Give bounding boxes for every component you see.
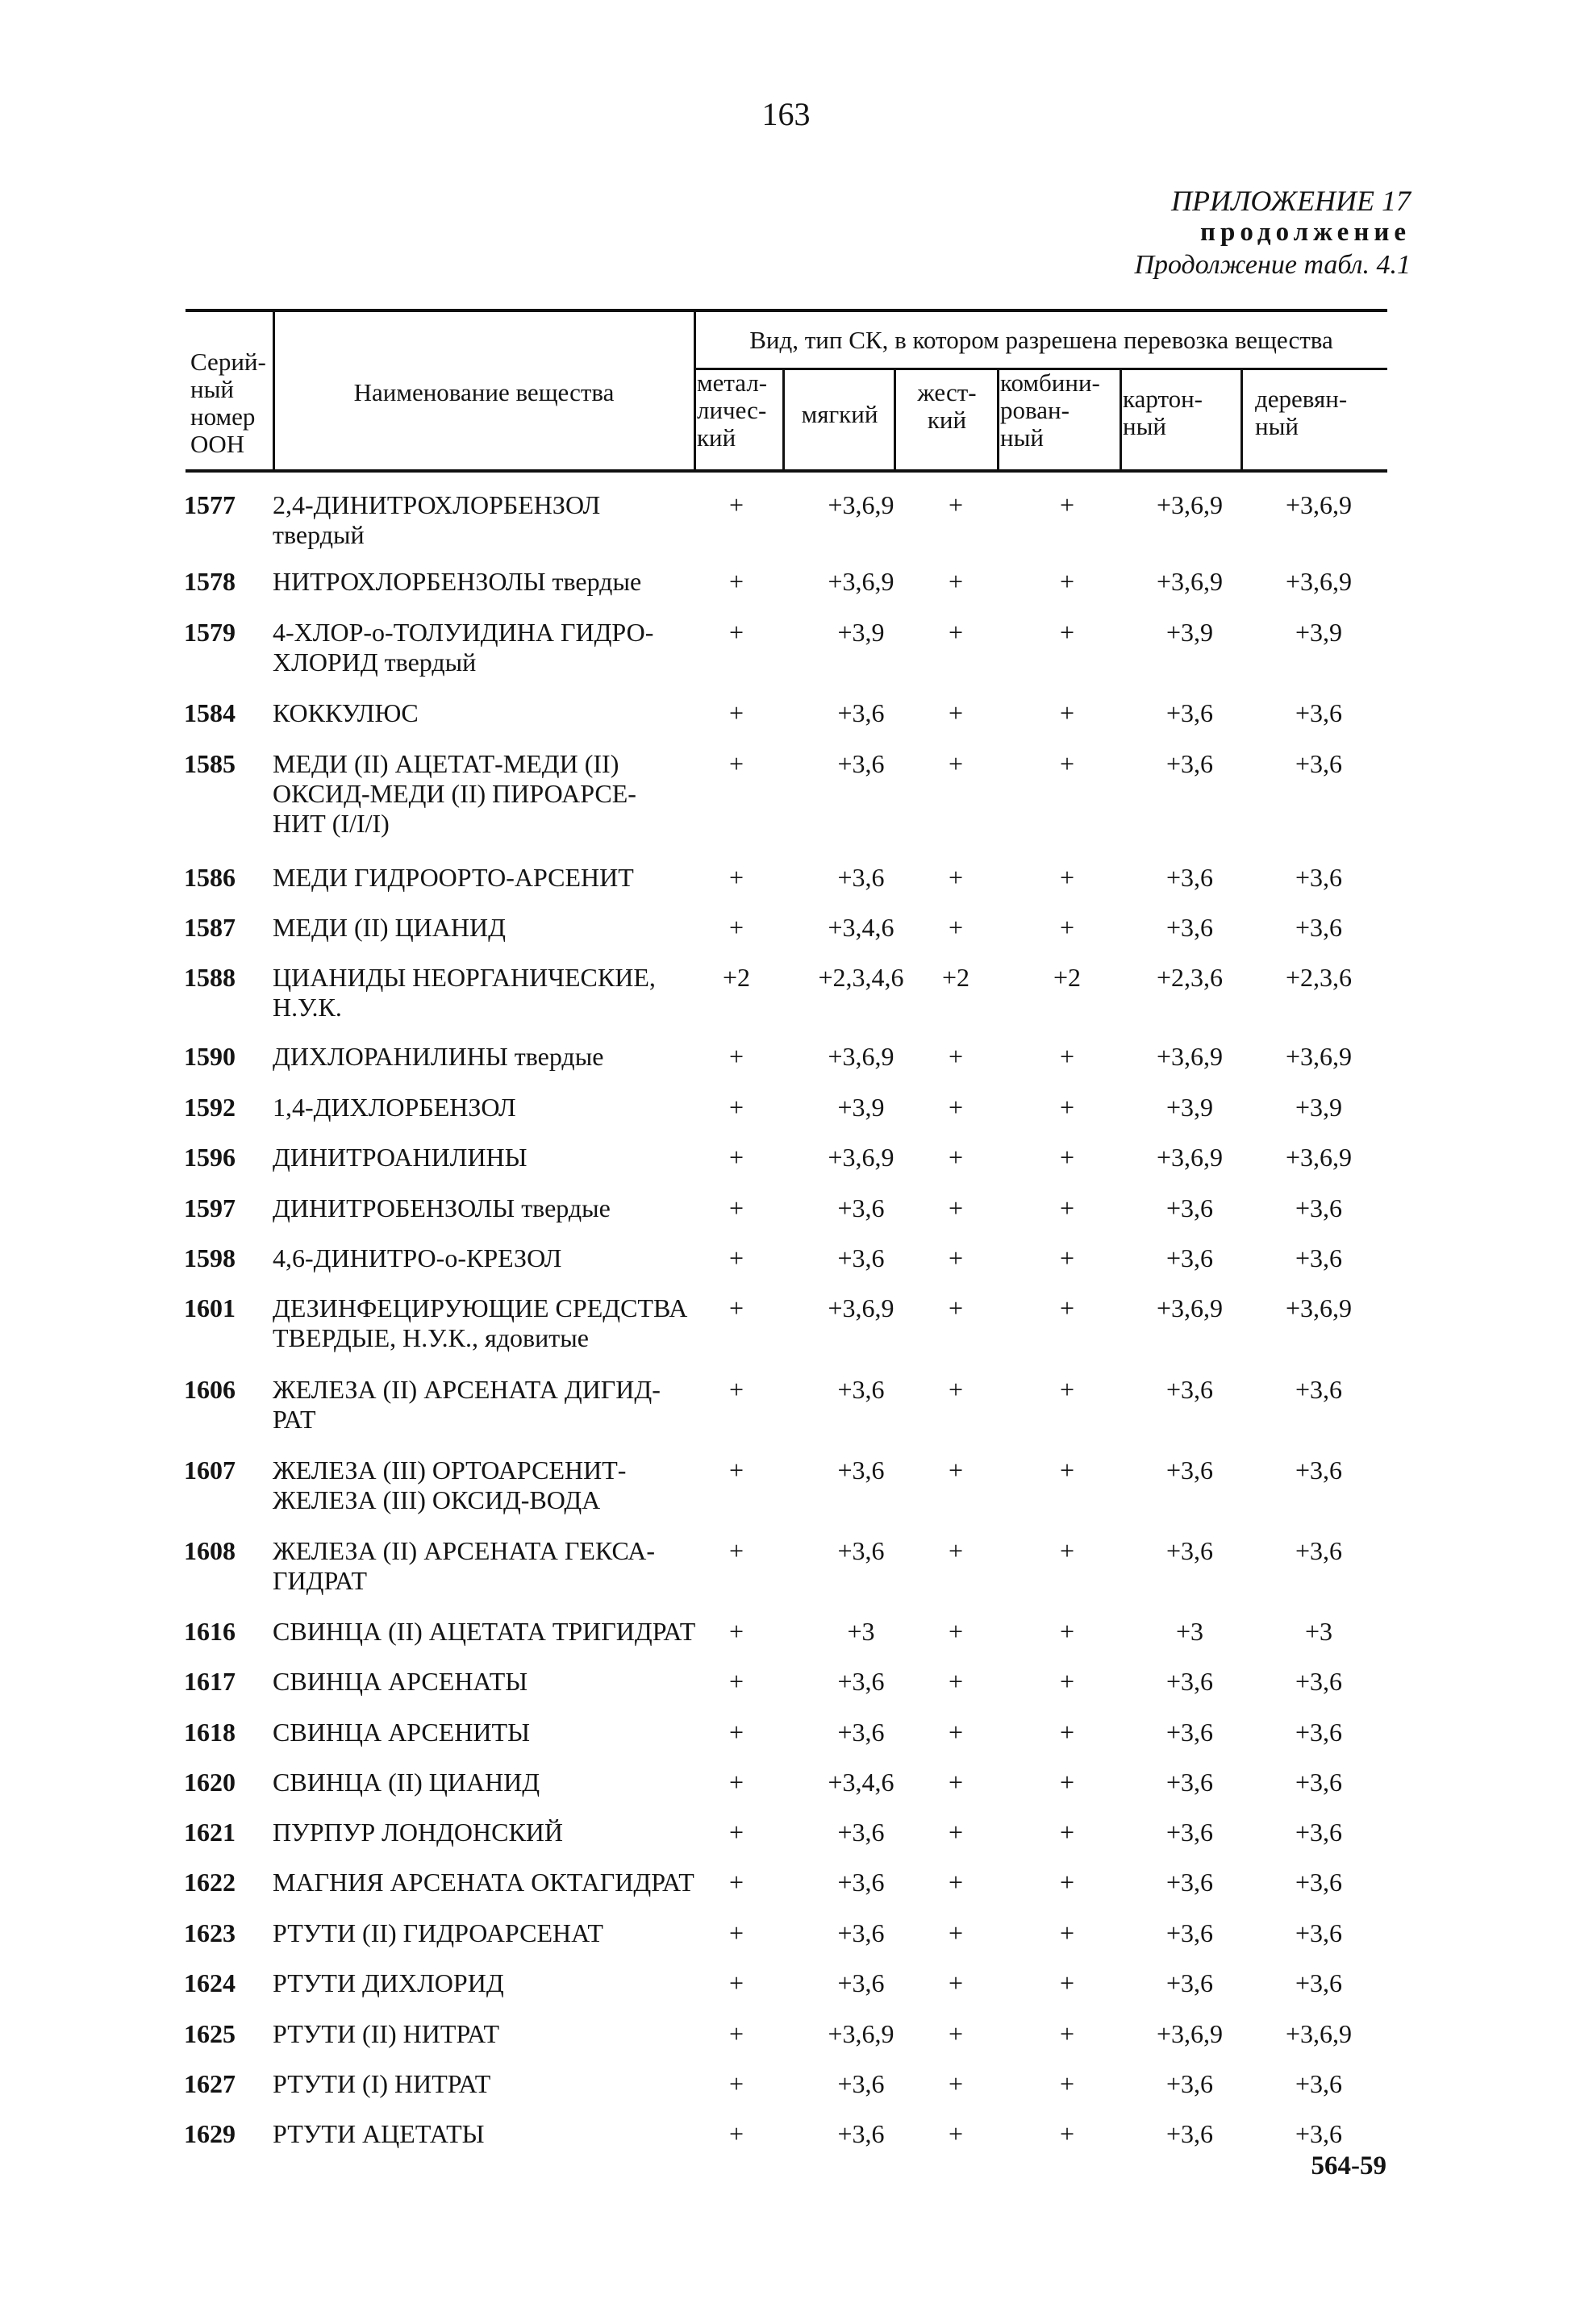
cell-rigid: + — [948, 913, 964, 942]
cell-cardboard: +3,6 — [1165, 1818, 1214, 1847]
cell-cardboard: +3,6,9 — [1156, 567, 1224, 596]
cell-soft: +3,6 — [837, 1536, 885, 1565]
cell-wooden: +3,6,9 — [1285, 1042, 1353, 1071]
cell-cardboard: +3,6 — [1165, 1768, 1214, 1797]
header-col-cardboard: картон- ный — [1123, 385, 1203, 440]
cell-combined: + — [1059, 490, 1075, 519]
appendix-continuation: продолжение — [1199, 218, 1411, 247]
cell-rigid: + — [948, 1536, 964, 1565]
cell-cardboard: +3,6 — [1165, 1375, 1214, 1404]
cell-metallic: + — [728, 2019, 744, 2048]
cell-soft: +3,6 — [837, 2119, 885, 2148]
cell-wooden: +3,6 — [1295, 1375, 1343, 1404]
cell-wooden: +3,9 — [1295, 1093, 1343, 1122]
cell-wooden: +3,6 — [1295, 863, 1343, 892]
serial-number: 1577 — [184, 490, 236, 519]
serial-number: 1590 — [184, 1042, 236, 1071]
serial-number: 1618 — [184, 1718, 236, 1747]
cell-metallic: + — [728, 863, 744, 892]
serial-number: 1623 — [184, 1918, 236, 1947]
cell-combined: + — [1059, 2119, 1075, 2148]
header-divider — [997, 369, 999, 470]
cell-metallic: + — [728, 567, 744, 596]
substance-name: ЖЕЛЕЗА (II) АРСЕНАТА ДИГИД- РАТ — [273, 1375, 661, 1434]
cell-metallic: + — [728, 1868, 744, 1897]
cell-rigid: + — [948, 749, 964, 778]
substance-name: РТУТИ ДИХЛОРИД — [273, 1968, 504, 1997]
cell-wooden: +3,9 — [1295, 618, 1343, 647]
cell-soft: +3,6 — [837, 2069, 885, 2098]
substance-name: ДЕЗИНФЕЦИРУЮЩИЕ СРЕДСТВА ТВЕРДЫЕ, Н.У.К., ядовитые — [273, 1293, 688, 1352]
cell-soft: +3,4,6 — [828, 913, 894, 942]
header-col-rigid: жест- кий — [917, 378, 977, 434]
cell-wooden: +3,6 — [1295, 1918, 1343, 1947]
header-divider — [1241, 369, 1243, 470]
cell-soft: +3,6 — [837, 1968, 885, 1997]
substance-name: МЕДИ (II) АЦЕТАТ-МЕДИ (II) ОКСИД-МЕДИ (II) ПИРОАРСЕ- НИТ (I/I/I) — [273, 749, 636, 838]
header-name: Наименование вещества — [353, 378, 615, 406]
cell-cardboard: +3,6,9 — [1156, 490, 1224, 519]
cell-combined: + — [1059, 1143, 1075, 1172]
cell-soft: +3,6 — [837, 1375, 885, 1404]
cell-soft: +3,6,9 — [828, 490, 894, 519]
serial-number: 1620 — [184, 1768, 236, 1797]
cell-metallic: + — [728, 2069, 744, 2098]
substance-name: МАГНИЯ АРСЕНАТА ОКТАГИДРАТ — [273, 1868, 694, 1897]
cell-rigid: + — [948, 1868, 964, 1897]
substance-name: КОККУЛЮС — [273, 698, 419, 727]
cell-cardboard: +3,6 — [1165, 2069, 1214, 2098]
cell-metallic: +2 — [722, 963, 751, 992]
substance-name: ДИНИТРОБЕНЗОЛЫ твердые — [273, 1193, 611, 1222]
cell-wooden: +3,6,9 — [1285, 1143, 1353, 1172]
cell-cardboard: +3,6 — [1165, 1456, 1214, 1485]
cell-wooden: +3,6 — [1295, 1243, 1343, 1272]
serial-number: 1629 — [184, 2119, 236, 2148]
cell-wooden: +3,6 — [1295, 1868, 1343, 1897]
cell-rigid: + — [948, 1818, 964, 1847]
cell-rigid: + — [948, 2069, 964, 2098]
serial-number: 1588 — [184, 963, 236, 992]
serial-number: 1616 — [184, 1617, 236, 1646]
cell-soft: +3,6,9 — [828, 567, 894, 596]
cell-rigid: + — [948, 1293, 964, 1322]
cell-cardboard: +3,6 — [1165, 1718, 1214, 1747]
cell-combined: + — [1059, 1918, 1075, 1947]
cell-soft: +3,6 — [837, 1243, 885, 1272]
cell-combined: + — [1059, 1536, 1075, 1565]
serial-number: 1584 — [184, 698, 236, 727]
cell-metallic: + — [728, 1143, 744, 1172]
cell-metallic: + — [728, 1375, 744, 1404]
cell-rigid: + — [948, 1042, 964, 1071]
cell-cardboard: +3,6 — [1165, 698, 1214, 727]
cell-cardboard: +3,6 — [1165, 1536, 1214, 1565]
cell-rigid: + — [948, 1667, 964, 1696]
cell-soft: +3,6 — [837, 1918, 885, 1947]
cell-cardboard: +3,6 — [1165, 863, 1214, 892]
serial-number: 1578 — [184, 567, 236, 596]
cell-soft: +3,6 — [837, 1818, 885, 1847]
substance-name: РТУТИ (II) НИТРАТ — [273, 2019, 499, 2048]
cell-combined: + — [1059, 1667, 1075, 1696]
serial-number: 1617 — [184, 1667, 236, 1696]
substance-name: 2,4-ДИНИТРОХЛОРБЕНЗОЛ твердый — [273, 490, 601, 549]
cell-rigid: + — [948, 1456, 964, 1485]
cell-rigid: + — [948, 1918, 964, 1947]
cell-wooden: +3,6 — [1295, 1667, 1343, 1696]
cell-combined: + — [1059, 1818, 1075, 1847]
serial-number: 1596 — [184, 1143, 236, 1172]
cell-rigid: + — [948, 1143, 964, 1172]
cell-combined: + — [1059, 1718, 1075, 1747]
cell-metallic: + — [728, 1718, 744, 1747]
cell-wooden: +3,6 — [1295, 2069, 1343, 2098]
cell-metallic: + — [728, 1536, 744, 1565]
cell-soft: +3,6,9 — [828, 1042, 894, 1071]
cell-cardboard: +3,6 — [1165, 1968, 1214, 1997]
cell-combined: + — [1059, 913, 1075, 942]
serial-number: 1586 — [184, 863, 236, 892]
cell-metallic: + — [728, 1667, 744, 1696]
cell-combined: + — [1059, 567, 1075, 596]
substance-name: 4,6-ДИНИТРО-о-КРЕЗОЛ — [273, 1243, 562, 1272]
cell-metallic: + — [728, 490, 744, 519]
serial-number: 1625 — [184, 2019, 236, 2048]
cell-metallic: + — [728, 698, 744, 727]
serial-number: 1585 — [184, 749, 236, 778]
header-serial: Серий- ный номер ООН — [190, 348, 266, 458]
cell-cardboard: +3,6 — [1165, 913, 1214, 942]
cell-metallic: + — [728, 1243, 744, 1272]
serial-number: 1598 — [184, 1243, 236, 1272]
cell-metallic: + — [728, 1093, 744, 1122]
cell-metallic: + — [728, 1918, 744, 1947]
header-col-soft: мягкий — [801, 400, 878, 428]
substance-name: СВИНЦА АРСЕНАТЫ — [273, 1667, 528, 1696]
cell-combined: + — [1059, 1617, 1075, 1646]
cell-rigid: + — [948, 1243, 964, 1272]
cell-wooden: +3,6 — [1295, 1768, 1343, 1797]
cell-combined: + — [1059, 749, 1075, 778]
cell-rigid: +2 — [941, 963, 970, 992]
cell-cardboard: +3 — [1175, 1617, 1204, 1646]
cell-wooden: +3,6,9 — [1285, 2019, 1353, 2048]
cell-rigid: + — [948, 1093, 964, 1122]
cell-combined: + — [1059, 2069, 1075, 2098]
cell-wooden: +3 — [1304, 1617, 1333, 1646]
cell-soft: +3,4,6 — [828, 1768, 894, 1797]
substance-name: СВИНЦА АРСЕНИТЫ — [273, 1718, 530, 1747]
cell-rigid: + — [948, 698, 964, 727]
cell-wooden: +3,6 — [1295, 1193, 1343, 1222]
cell-wooden: +3,6,9 — [1285, 490, 1353, 519]
cell-metallic: + — [728, 1968, 744, 1997]
cell-rigid: + — [948, 1193, 964, 1222]
cell-combined: + — [1059, 1768, 1075, 1797]
header-col-combined: комбини- рован- ный — [1000, 369, 1100, 452]
substance-name: МЕДИ ГИДРООРТО-АРСЕНИТ — [273, 863, 634, 892]
cell-combined: + — [1059, 1093, 1075, 1122]
substance-name: ЖЕЛЕЗА (III) ОРТОАРСЕНИТ- ЖЕЛЕЗА (III) ОКСИД-ВОДА — [273, 1456, 627, 1514]
cell-cardboard: +3,6 — [1165, 1868, 1214, 1897]
cell-wooden: +3,6 — [1295, 1968, 1343, 1997]
cell-cardboard: +3,6,9 — [1156, 1293, 1224, 1322]
cell-soft: +2,3,4,6 — [818, 963, 904, 992]
header-divider — [782, 369, 785, 470]
cell-combined: + — [1059, 1456, 1075, 1485]
substance-name: 4-ХЛОР-о-ТОЛУИДИНА ГИДРО- ХЛОРИД твердый — [273, 618, 654, 677]
cell-wooden: +3,6 — [1295, 1718, 1343, 1747]
substance-name: МЕДИ (II) ЦИАНИД — [273, 913, 506, 942]
cell-wooden: +3,6,9 — [1285, 1293, 1353, 1322]
page-number: 163 — [761, 96, 811, 132]
cell-cardboard: +3,6 — [1165, 749, 1214, 778]
cell-metallic: + — [728, 1617, 744, 1646]
header-col-metallic: метал- личес- кий — [697, 369, 768, 452]
cell-metallic: + — [728, 1042, 744, 1071]
substance-name: ДИХЛОРАНИЛИНЫ твердые — [273, 1042, 604, 1071]
serial-number: 1607 — [184, 1456, 236, 1485]
cell-cardboard: +3,6 — [1165, 2119, 1214, 2148]
header-divider — [1120, 369, 1122, 470]
cell-soft: +3,6 — [837, 1667, 885, 1696]
cell-combined: + — [1059, 618, 1075, 647]
substance-name: РТУТИ (II) ГИДРОАРСЕНАТ — [273, 1918, 603, 1947]
substance-name: СВИНЦА (II) ЦИАНИД — [273, 1768, 540, 1797]
cell-metallic: + — [728, 1293, 744, 1322]
serial-number: 1608 — [184, 1536, 236, 1565]
substance-name: 1,4-ДИХЛОРБЕНЗОЛ — [273, 1093, 516, 1122]
cell-wooden: +3,6 — [1295, 913, 1343, 942]
cell-rigid: + — [948, 2019, 964, 2048]
cell-cardboard: +3,6 — [1165, 1667, 1214, 1696]
cell-rigid: + — [948, 490, 964, 519]
cell-metallic: + — [728, 1193, 744, 1222]
cell-rigid: + — [948, 1768, 964, 1797]
cell-cardboard: +3,6,9 — [1156, 1042, 1224, 1071]
cell-combined: + — [1059, 1293, 1075, 1322]
header-bottom-rule — [186, 469, 1387, 473]
cell-wooden: +3,6 — [1295, 1818, 1343, 1847]
cell-soft: +3,6,9 — [828, 1143, 894, 1172]
cell-metallic: + — [728, 913, 744, 942]
header-divider — [894, 369, 896, 470]
table-top-rule — [186, 309, 1387, 312]
cell-rigid: + — [948, 618, 964, 647]
serial-number: 1597 — [184, 1193, 236, 1222]
cell-wooden: +3,6,9 — [1285, 567, 1353, 596]
cell-metallic: + — [728, 1768, 744, 1797]
cell-cardboard: +3,6,9 — [1156, 1143, 1224, 1172]
cell-soft: +3,6,9 — [828, 2019, 894, 2048]
cell-metallic: + — [728, 749, 744, 778]
cell-rigid: + — [948, 567, 964, 596]
cell-metallic: + — [728, 1456, 744, 1485]
cell-rigid: + — [948, 1718, 964, 1747]
cell-soft: +3,6 — [837, 749, 885, 778]
cell-soft: +3,6 — [837, 1868, 885, 1897]
cell-soft: +3,6 — [837, 698, 885, 727]
cell-combined: + — [1059, 1968, 1075, 1997]
substance-name: ЖЕЛЕЗА (II) АРСЕНАТА ГЕКСА- ГИДРАТ — [273, 1536, 655, 1595]
cell-rigid: + — [948, 1968, 964, 1997]
cell-wooden: +3,6 — [1295, 749, 1343, 778]
cell-combined: + — [1059, 1243, 1075, 1272]
substance-name: ПУРПУР ЛОНДОНСКИЙ — [273, 1818, 563, 1847]
cell-rigid: + — [948, 1617, 964, 1646]
cell-rigid: + — [948, 1375, 964, 1404]
cell-cardboard: +2,3,6 — [1156, 963, 1224, 992]
serial-number: 1622 — [184, 1868, 236, 1897]
substance-name: ЦИАНИДЫ НЕОРГАНИЧЕСКИЕ, Н.У.К. — [273, 963, 656, 1022]
serial-number: 1601 — [184, 1293, 236, 1322]
cell-wooden: +3,6 — [1295, 698, 1343, 727]
cell-soft: +3 — [847, 1617, 875, 1646]
substance-name: СВИНЦА (II) АЦЕТАТА ТРИГИДРАТ — [273, 1617, 696, 1646]
substance-name: ДИНИТРОАНИЛИНЫ — [273, 1143, 527, 1172]
header-group: Вид, тип СК, в котором разрешена перевозка вещества — [749, 326, 1333, 354]
cell-wooden: +3,6 — [1295, 1536, 1343, 1565]
substance-name: РТУТИ АЦЕТАТЫ — [273, 2119, 485, 2148]
cell-cardboard: +3,6 — [1165, 1193, 1214, 1222]
serial-number: 1606 — [184, 1375, 236, 1404]
serial-number: 1587 — [184, 913, 236, 942]
cell-metallic: + — [728, 618, 744, 647]
cell-combined: + — [1059, 863, 1075, 892]
cell-cardboard: +3,6,9 — [1156, 2019, 1224, 2048]
cell-soft: +3,6 — [837, 1718, 885, 1747]
footer-code: 564-59 — [1311, 2151, 1386, 2180]
cell-wooden: +3,6 — [1295, 1456, 1343, 1485]
cell-combined: + — [1059, 2019, 1075, 2048]
cell-combined: + — [1059, 1375, 1075, 1404]
cell-soft: +3,6 — [837, 863, 885, 892]
cell-soft: +3,6 — [837, 1193, 885, 1222]
serial-number: 1579 — [184, 618, 236, 647]
serial-number: 1624 — [184, 1968, 236, 1997]
substance-name: РТУТИ (I) НИТРАТ — [273, 2069, 491, 2098]
cell-cardboard: +3,6 — [1165, 1918, 1214, 1947]
serial-number: 1627 — [184, 2069, 236, 2098]
cell-rigid: + — [948, 863, 964, 892]
cell-rigid: + — [948, 2119, 964, 2148]
cell-soft: +3,6 — [837, 1456, 885, 1485]
serial-number: 1592 — [184, 1093, 236, 1122]
cell-soft: +3,6,9 — [828, 1293, 894, 1322]
cell-combined: + — [1059, 1868, 1075, 1897]
substance-name: НИТРОХЛОРБЕНЗОЛЫ твердые — [273, 567, 642, 596]
cell-combined: + — [1059, 1042, 1075, 1071]
appendix-title: ПРИЛОЖЕНИЕ 17 — [1171, 185, 1411, 217]
cell-wooden: +3,6 — [1295, 2119, 1343, 2148]
cell-soft: +3,9 — [837, 618, 885, 647]
header-col-wooden: деревян- ный — [1255, 385, 1348, 440]
cell-cardboard: +3,6 — [1165, 1243, 1214, 1272]
cell-combined: +2 — [1053, 963, 1082, 992]
serial-number: 1621 — [184, 1818, 236, 1847]
appendix-table-ref: Продолжение табл. 4.1 — [1134, 250, 1411, 280]
cell-combined: + — [1059, 698, 1075, 727]
cell-cardboard: +3,9 — [1165, 1093, 1214, 1122]
cell-soft: +3,9 — [837, 1093, 885, 1122]
cell-combined: + — [1059, 1193, 1075, 1222]
cell-wooden: +2,3,6 — [1285, 963, 1353, 992]
cell-metallic: + — [728, 2119, 744, 2148]
cell-metallic: + — [728, 1818, 744, 1847]
cell-cardboard: +3,9 — [1165, 618, 1214, 647]
